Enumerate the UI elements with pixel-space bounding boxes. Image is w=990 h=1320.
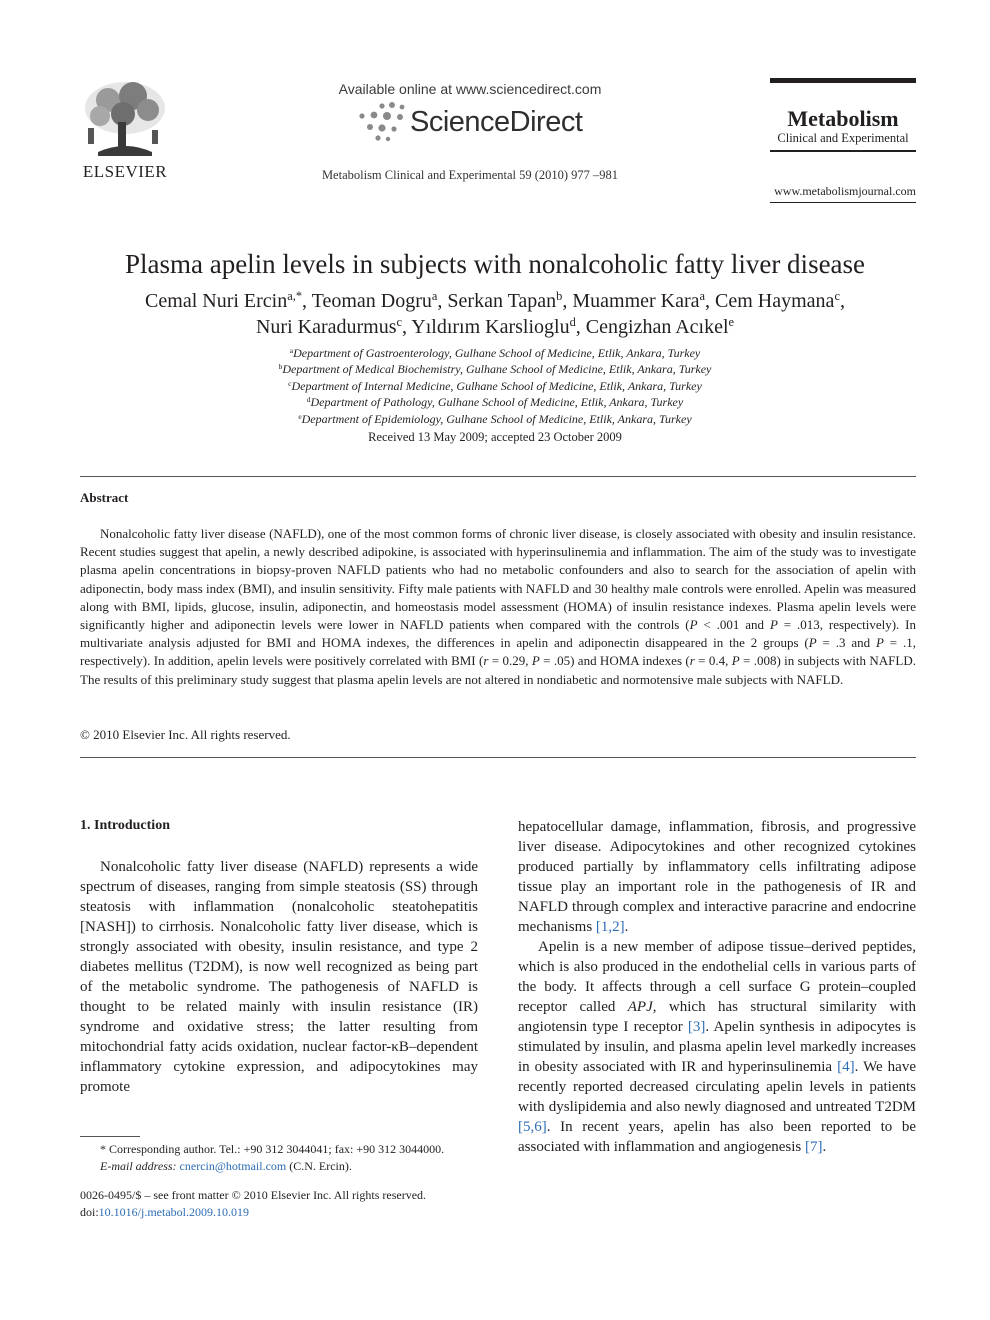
author-affiliation-mark: c [396,315,402,330]
affiliation-b [40,362,950,377]
publisher-name: ELSEVIER [82,162,168,181]
section-heading-introduction: 1. Introduction [80,818,170,833]
affiliation-c [40,379,950,394]
author-separator: , [705,290,716,312]
author-separator: , [437,290,448,312]
abstract-segment: = 0.4, [694,653,732,669]
intro-paragraph-2 [518,937,916,1157]
reference-link[interactable]: [4] [837,1059,855,1075]
email-label: E-mail address: [100,1159,177,1173]
author-name: Nuri Karadurmus [255,316,397,338]
abstract-segment: = .008) in subjects with NAFLD. The results of this preliminary study suggest that plasma apelin levels are not altered in nondiabetic and normotensive male subjects with NAFLD. [80,653,916,687]
stat-symbol: r [483,653,489,669]
author-name: Cemal Nuri Ercin [145,290,288,312]
stat-symbol: P [531,653,540,669]
stat-symbol: P [808,635,817,651]
abstract-segment: < .001 and [697,617,770,633]
text-segment: hepatocellular damage, inflammation, fibrosis, and progressive liver disease. Adipocytokines and other recognized cytokines produced partially by inflammatory cells infiltrating adipose tissue play an important role in the pathogenesis of IR and NAFLD through complex and interactive paracrine and endocrine mechanisms [518,819,916,935]
affiliation-text: Department of Epidemiology, Gulhane School of Medicine, Etlik, Ankara, Turkey [301,412,692,426]
article-title: Plasma apelin levels in subjects with nonalcoholic fatty liver disease [124,249,866,279]
stat-symbol: P [769,617,778,633]
text-segment: Apelin is a new member of adipose tissue–derived peptides, which is also produced in the endothelial cells in various parts of the body. It affects through a cell surface G protein–coupled receptor called [518,939,916,1015]
email-link[interactable]: cnercin@hotmail.com [179,1159,287,1173]
journal-subtitle: Clinical and Experimental [777,131,909,145]
author-separator: , [562,290,573,312]
email-footnote [100,1159,352,1174]
doi-line [80,1205,249,1220]
affiliation-d [40,395,950,410]
reference-link[interactable]: [7] [805,1139,823,1155]
author-name: Muammer Kara [572,290,700,312]
author-name: Serkan Tapan [447,290,557,312]
sciencedirect-wordmark: ScienceDirect [410,106,583,138]
journal-rule-bottom [770,150,916,152]
abstract-heading: Abstract [80,490,129,505]
author-separator: , [302,290,312,312]
abstract-rule-bottom [80,757,916,758]
author-separator: , [839,290,845,312]
affiliation-mark: a [289,345,294,355]
stat-symbol: P [876,635,884,651]
kappa-symbol: κ [391,1039,399,1055]
reference-link[interactable]: [1,2] [595,919,625,935]
text-segment: Nonalcoholic fatty liver disease (NAFLD) represents a wide spectrum of diseases, ranging from simple steatosis (SS) through steatosis with inflammation (nonalcoholic steatohepatitis [NASH]) to cirrhosis. Nonalcoholic fatty liver disease, which is strongly associated with obesity, insulin resistance, and type 2 diabetes mellitus (T2DM), is now well recognized as being part of the metabolic syndrome. The pathogenesis of NAFLD is thought to be related mainly with insulin resistance (IR) syndrome and oxidative stress; the latter resulting from mitochondrial fatty acids oxidation, nuclear factor- [80,859,478,1055]
text-segment: . We have recently reported decreased circulating apelin levels in patients with dyslipidemia and also newly diagnosed and untreated T2DM [518,1059,916,1115]
affiliation-text: Department of Medical Biochemistry, Gulhane School of Medicine, Etlik, Ankara, Turkey [282,362,712,376]
body-column-right [518,817,916,1157]
text-segment: . In recent years, apelin has also been reported to be associated with inflammation and angiogenesis [518,1119,916,1155]
affiliation-mark: d [306,394,311,404]
abstract-copyright: © 2010 Elsevier Inc. All rights reserved. [80,727,291,742]
intro-paragraph-1-continued [518,817,916,937]
author-affiliation-mark: a,* [287,289,303,304]
abstract-segment: = .3 and [816,635,876,651]
author-affiliation-mark: a [431,289,438,304]
author-name: Cem Haymana [715,290,835,312]
text-segment: . [822,1139,827,1155]
abstract-segment: Nonalcoholic fatty liver disease (NAFLD), one of the most common forms of chronic liver disease, is closely associated with obesity and insulin resistance. Recent studies suggest that apelin, a newly described adipokine, is associated with hyperinsulinemia and inflammation. The aim of the study was to investigate plasma apelin concentrations in biopsy-proven NAFLD patients who had no metabolic confounders and also to search for the association of apelin with adiponectin, body mass index (BMI), and insulin sensitivity. Fifty male patients with NAFLD and 30 healthy male controls were enrolled. Apelin was measured along with BMI, lipids, glucose, insulin, adiponectin, and homeostasis model assessment (HOMA) of insulin resistance indexes. Plasma apelin levels were significantly higher and adiponectin levels were lower in NAFLD patients when compared with the controls ( [80,526,916,633]
text-segment: B–dependent inflammatory cytokine expression, and adipocytokines may promote [80,1039,478,1095]
affiliation-a [40,346,950,361]
received-accepted-dates: Received 13 May 2009; accepted 23 October 2009 [368,430,622,444]
text-segment: . Apelin synthesis in adipocytes is stimulated by insulin, and plasma apelin level markedly increases in obesity associated with IR and hyperinsulinemia [518,1019,916,1075]
affiliation-mark: b [278,361,283,371]
abstract-segment: = .05) and HOMA indexes ( [539,653,690,669]
author-name: Teoman Dogru [311,290,432,312]
corresponding-author-footnote: * Corresponding author. Tel.: +90 312 3044041; fax: +90 312 3044000. [100,1142,445,1156]
sciencedirect-icon [352,101,416,143]
author-separator: , [575,316,586,338]
author-affiliation-mark: a [699,289,706,304]
affiliation-text: Department of Gastroenterology, Gulhane School of Medicine, Etlik, Ankara, Turkey [293,346,701,360]
doi-label: doi: [80,1205,99,1219]
abstract-rule-top [80,476,916,477]
affiliation-text: Department of Internal Medicine, Gulhane School of Medicine, Etlik, Ankara, Turkey [291,379,702,393]
author-affiliation-mark: b [556,289,563,304]
author-affiliation-mark: d [569,315,576,330]
intro-paragraph-1 [80,857,478,1097]
author-separator: , [402,316,412,338]
header-rule [770,202,916,203]
gene-name: APJ [627,999,653,1015]
affiliation-e [40,412,950,427]
reference-link[interactable]: [3] [687,1019,706,1035]
author-list-line-1 [40,290,950,313]
doi-link[interactable]: 10.1016/j.metabol.2009.10.019 [98,1205,249,1219]
affiliation-mark: c [288,378,292,388]
affiliation-text: Department of Pathology, Gulhane School of Medicine, Etlik, Ankara, Turkey [310,395,684,409]
stat-symbol: P [731,653,740,669]
reference-link[interactable]: [5,6] [518,1119,547,1135]
abstract-segment: = 0.29, [488,653,532,669]
stat-symbol: P [689,617,698,633]
abstract-segment: = .1, respectively). In addition, apelin levels were positively correlated with BMI ( [80,635,917,669]
tree-icon [78,78,172,158]
journal-url[interactable]: www.metabolismjournal.com [774,184,916,198]
affiliation-mark: e [298,411,302,421]
front-matter-notice: 0026-0495/$ – see front matter © 2010 Elsevier Inc. All rights reserved. [80,1188,427,1202]
body-column-left [80,857,478,1097]
author-affiliation-mark: c [834,289,840,304]
abstract-segment: = .013, respectively). In multivariate analysis adjusted for BMI and HOMA indexes, the differences in apelin and adiponectin disappeared in the 2 groups ( [80,617,916,651]
stat-symbol: r [689,653,695,669]
journal-name: Metabolism [787,106,899,131]
author-list-line-2 [40,316,950,339]
available-online-text: Available online at www.sciencedirect.com [338,81,602,97]
author-name: Yıldırım Karslioglu [411,316,570,338]
journal-rule-top [770,78,916,83]
author-affiliation-mark: e [728,315,735,330]
elsevier-logo [78,78,172,182]
journal-citation: Metabolism Clinical and Experimental 59 (2010) 977 –981 [321,168,619,182]
abstract-text [80,525,916,689]
email-owner: (C.N. Ercin). [289,1159,352,1173]
author-name: Cengizhan Acıkel [585,316,729,338]
text-segment: , which has structural similarity with angiotensin type I receptor [518,999,916,1035]
text-segment: . [624,919,629,935]
footnote-rule [80,1136,140,1137]
